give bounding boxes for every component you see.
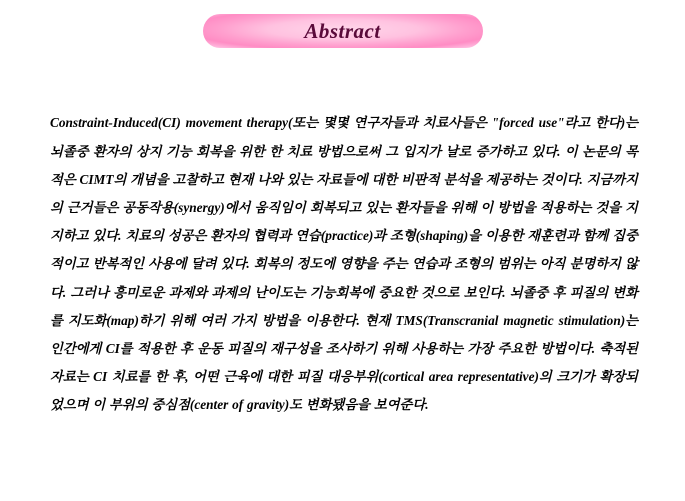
abstract-body xyxy=(50,96,638,433)
page-title: Abstract xyxy=(304,18,381,43)
abstract-paragraph: Constraint-Induced(CI) movement therapy(또는 몇몇 연구자들과 치료사들은 "forced use"라고 한다)는 뇌졸중 환자의 상지 기능 회복을 위한 한 치료 방법으로써 그 입지가 날로 증가하고 있다. 이 논문의 목적은 CIMT의 개념을 고찰하고 현재 나와 있는 자료들에 대한 비판적 분석을 제공하는 것이다. 지금까지의 근거들은 공동작용(synergy)에서 움직임이 회복되고 있는 환자들을 위해 이 방법을 적용하는 것을 지지하고 있다. 치료의 성공은 환자의 협력과 연습(practice)과 조형(shaping)을 이용한 재훈련과 함께 집중적이고 반복적인 사용에 달려 있다. 회복의 정도에 영향을 주는 연습과 조형의 범위는 아직 분명하지 않다. 그러나 흥미로운 과제와 과제의 난이도는 기능회복에 중요한 것으로 보인다. 뇌졸중 후 피질의 변화를 지도화(map)하기 위해 여러 가지 방법을 이용한다. 현재 TMS(Transcranial magnetic stimulation)는 인간에게 CI를 적용한 후 운동 피질의 재구성을 조사하기 위해 사용하는 가장 주요한 방법이다. 축적된 자료는 CI 치료를 한 후, 어떤 근육에 대한 피질 대응부위(cortical area representative)의 크기가 확장되었으며 이 부위의 중심점(center of gravity)도 변화됐음을 보여준다. xyxy=(50,115,638,413)
title-banner-container xyxy=(0,14,685,48)
abstract-title-banner xyxy=(203,14,483,48)
